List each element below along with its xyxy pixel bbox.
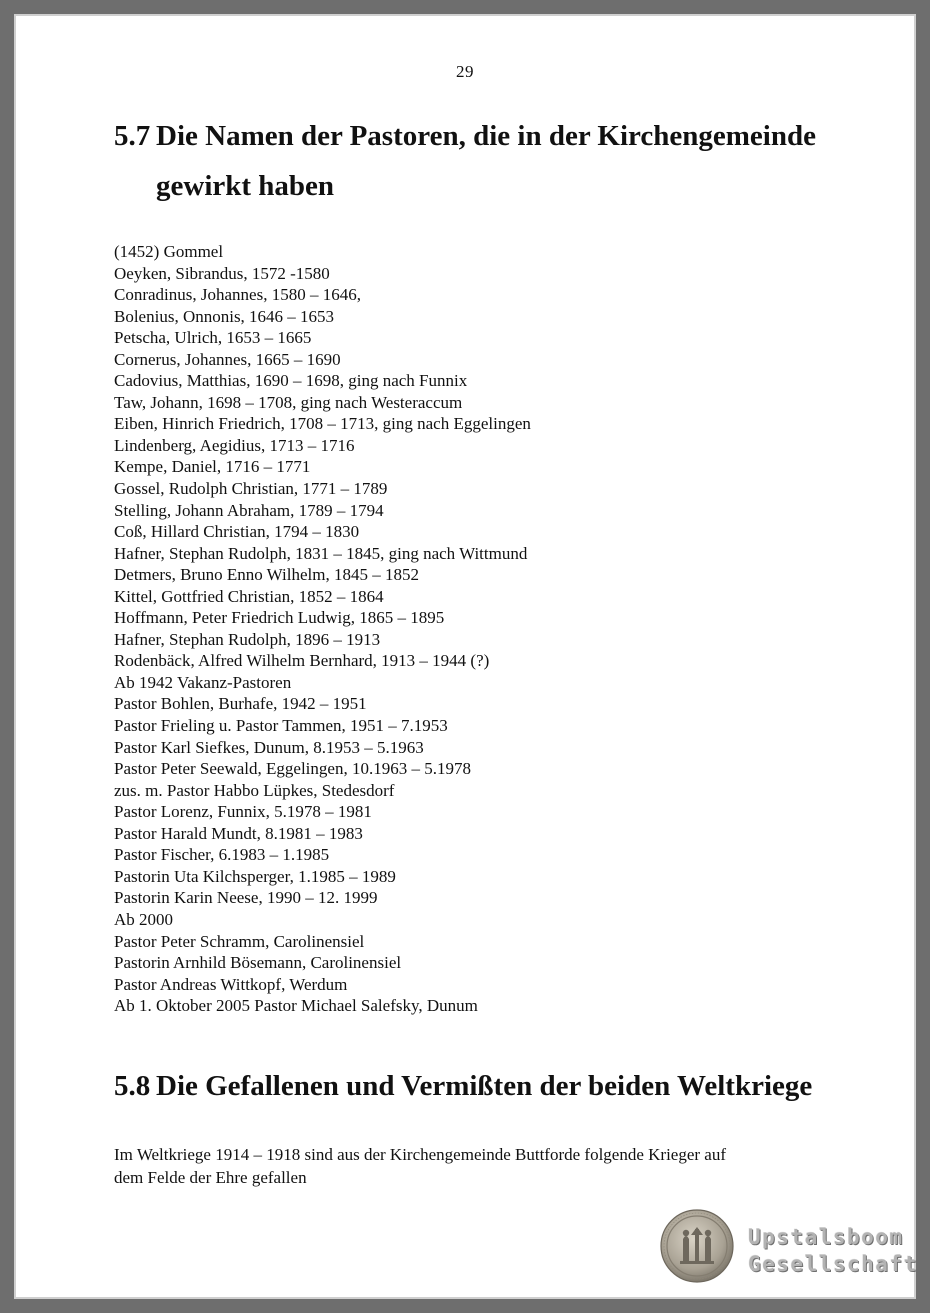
pastor-list-item: Pastor Andreas Wittkopf, Werdum [114, 974, 348, 994]
pastor-list-item: Detmers, Bruno Enno Wilhelm, 1845 – 1852 [114, 565, 419, 585]
section-5-8-paragraph [114, 1143, 804, 1189]
page-number: 29 [456, 62, 474, 81]
pastor-list-item: Coß, Hillard Christian, 1794 – 1830 [114, 522, 360, 542]
upstalsboom-seal-icon [660, 1209, 734, 1283]
section-5-7-heading [114, 122, 816, 151]
pastor-list-item: Pastor Harald Mundt, 8.1981 – 1983 [114, 823, 363, 843]
society-name-line2: Gesellschaft [748, 1252, 918, 1276]
pastor-list-item: Ab 2000 [114, 909, 174, 929]
pastor-list-item: Pastor Bohlen, Burhafe, 1942 – 1951 [114, 694, 367, 714]
pastor-list-item: Pastor Fischer, 6.1983 – 1.1985 [114, 845, 330, 865]
pastor-list [114, 241, 531, 1017]
pastor-list-item: Rodenbäck, Alfred Wilhelm Bernhard, 1913 – 1944 (?) [114, 651, 490, 671]
pastor-list-item: Taw, Johann, 1698 – 1708, ging nach Westeraccum [114, 392, 463, 412]
pastor-list-item: Hafner, Stephan Rudolph, 1831 – 1845, ging nach Wittmund [114, 543, 528, 563]
pastor-list-item: (1452) Gommel [114, 242, 224, 261]
section-5-8-number: 5.8 [114, 1070, 151, 1102]
pastor-list-item: Pastorin Karin Neese, 1990 – 12. 1999 [114, 888, 378, 908]
pastor-list-item: Bolenius, Onnonis, 1646 – 1653 [114, 306, 335, 326]
pastor-list-item: Pastorin Arnhild Bösemann, Carolinensiel [114, 953, 402, 973]
section-5-8-heading [114, 1072, 812, 1101]
pastor-list-item: Cornerus, Johannes, 1665 – 1690 [114, 349, 341, 369]
section-5-7-title-line2: gewirkt haben [156, 170, 335, 202]
pastor-list-item: Pastorin Uta Kilchsperger, 1.1985 – 1989 [114, 866, 396, 886]
pastor-list-item: Conradinus, Johannes, 1580 – 1646, [114, 285, 361, 305]
section-5-8-title: Die Gefallenen und Vermißten der beiden Weltkriege [156, 1070, 813, 1102]
pastor-list-item: Cadovius, Matthias, 1690 – 1698, ging nach Funnix [114, 371, 468, 391]
pastor-list-item: Petscha, Ulrich, 1653 – 1665 [114, 328, 312, 348]
pastor-list-item: Lindenberg, Aegidius, 1713 – 1716 [114, 435, 355, 455]
pastor-list-item: Pastor Peter Schramm, Carolinensiel [114, 931, 365, 951]
section-5-7-title-line1: Die Namen der Pastoren, die in der Kirchengemeinde [156, 120, 816, 152]
pastor-list-item: Kempe, Daniel, 1716 – 1771 [114, 457, 311, 477]
pastor-list-item: Stelling, Johann Abraham, 1789 – 1794 [114, 500, 384, 520]
pastor-list-item: Hafner, Stephan Rudolph, 1896 – 1913 [114, 629, 381, 649]
society-watermark [748, 1224, 918, 1278]
pastor-list-item: Pastor Peter Seewald, Eggelingen, 10.1963 – 5.1978 [114, 759, 471, 779]
pastor-list-item: Kittel, Gottfried Christian, 1852 – 1864 [114, 586, 384, 606]
pastor-list-item: Pastor Karl Siefkes, Dunum, 8.1953 – 5.1963 [114, 737, 424, 757]
paragraph-line: dem Felde der Ehre gefallen [114, 1168, 307, 1187]
pastor-list-item: Pastor Lorenz, Funnix, 5.1978 – 1981 [114, 802, 372, 822]
society-name-line1: Upstalsboom [748, 1225, 904, 1249]
pastor-list-item: zus. m. Pastor Habbo Lüpkes, Stedesdorf [114, 780, 395, 800]
pastor-list-item: Oeyken, Sibrandus, 1572 -1580 [114, 263, 330, 283]
paragraph-line: Im Weltkriege 1914 – 1918 sind aus der Kirchengemeinde Buttforde folgende Krieger auf [114, 1145, 727, 1164]
pastor-list-item: Eiben, Hinrich Friedrich, 1708 – 1713, ging nach Eggelingen [114, 414, 531, 434]
pastor-list-item: Pastor Frieling u. Pastor Tammen, 1951 – 7.1953 [114, 716, 448, 736]
pastor-list-item: Hoffmann, Peter Friedrich Ludwig, 1865 – 1895 [114, 608, 445, 628]
pastor-list-item: Ab 1942 Vakanz-Pastoren [114, 672, 292, 692]
pastor-list-item: Gossel, Rudolph Christian, 1771 – 1789 [114, 479, 388, 499]
section-5-7-number: 5.7 [114, 120, 151, 152]
pastor-list-item: Ab 1. Oktober 2005 Pastor Michael Salefsky, Dunum [114, 996, 478, 1016]
